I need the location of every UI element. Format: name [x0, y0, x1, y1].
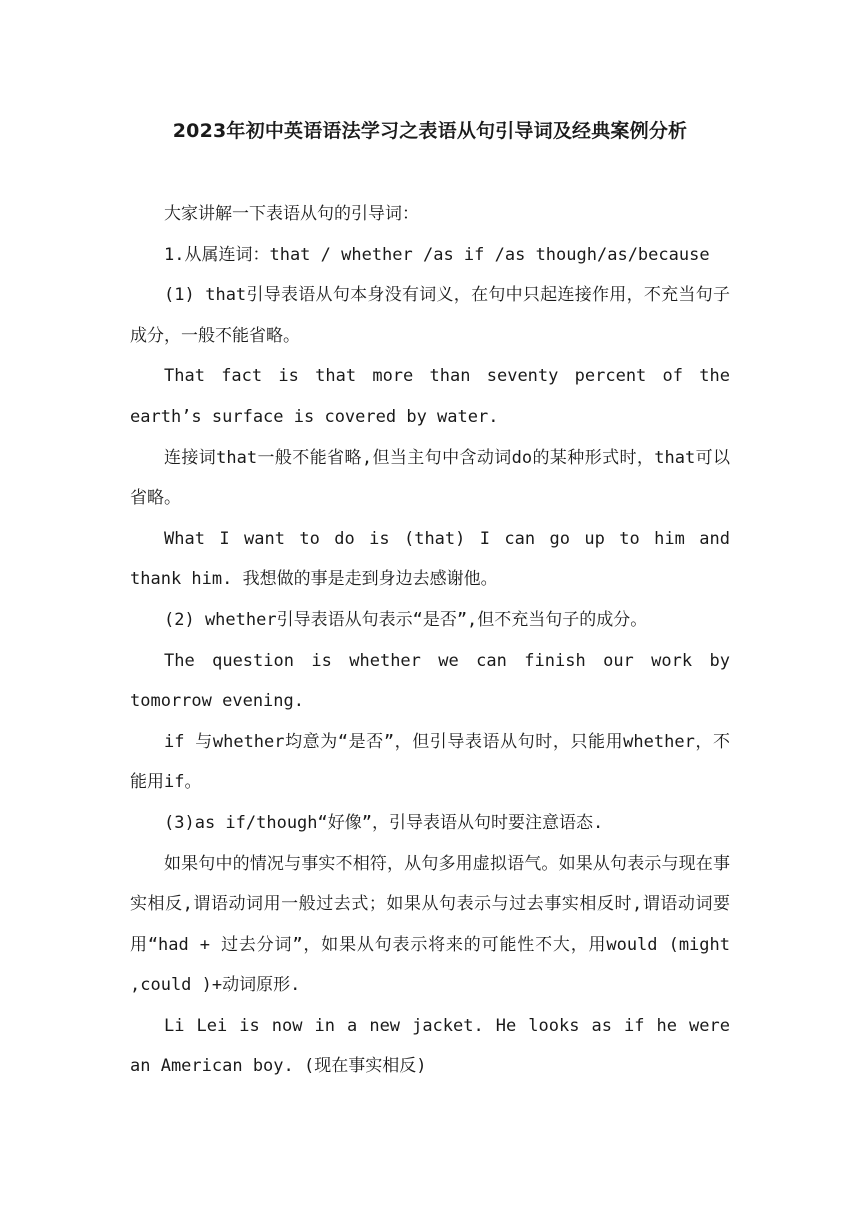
paragraph-that-omission-rule: 连接词that一般不能省略,但当主句中含动词do的某种形式时，that可以省略。	[130, 447, 730, 509]
paragraph-that-rule: (1) that引导表语从句本身没有词义，在句中只起连接作用，不充当句子成分，一般不能省略。	[130, 285, 730, 346]
paragraph-whether-example: The question is whether we can finish our work by tomorrow evening.	[130, 650, 730, 712]
paragraph-subordinating-conjunctions: 1.从属连词：that / whether /as if /as though/as/because	[164, 244, 710, 265]
paragraph-that-example: That fact is that more than seventy percent of the earth’s surface is covered by water.	[130, 366, 730, 427]
paragraph-that-omission-example: What I want to do is (that) I can go up to him and thank him. 我想做的事是走到身边去感谢他。	[130, 528, 730, 590]
paragraph-subjunctive-rule: 如果句中的情况与事实不相符，从句多用虚拟语气。如果从句表示与现在事实相反,谓语动词用一般过去式；如果从句表示与过去事实相反时,谓语动词要用“had + 过去分词”，如果从句表示将来的可能性不大，用would (might ,could )+动词原形.	[130, 853, 730, 996]
paragraph-as-if-rule: (3)as if/though“好像”，引导表语从句时要注意语态.	[164, 812, 604, 833]
paragraph-whether-rule: (2) whether引导表语从句表示“是否”,但不充当句子的成分。	[164, 609, 648, 630]
document-body	[130, 194, 730, 1087]
paragraph-intro: 大家讲解一下表语从句的引导词：	[164, 204, 419, 224]
paragraph-as-if-example: Li Lei is now in a new jacket. He looks as if he were an American boy. (现在事实相反)	[130, 1015, 730, 1077]
document-title: 2023年初中英语语法学习之表语从句引导词及经典案例分析	[172, 120, 688, 142]
paragraph-if-whether-note: if 与whether均意为“是否”，但引导表语从句时，只能用whether，不能用if。	[130, 731, 730, 793]
